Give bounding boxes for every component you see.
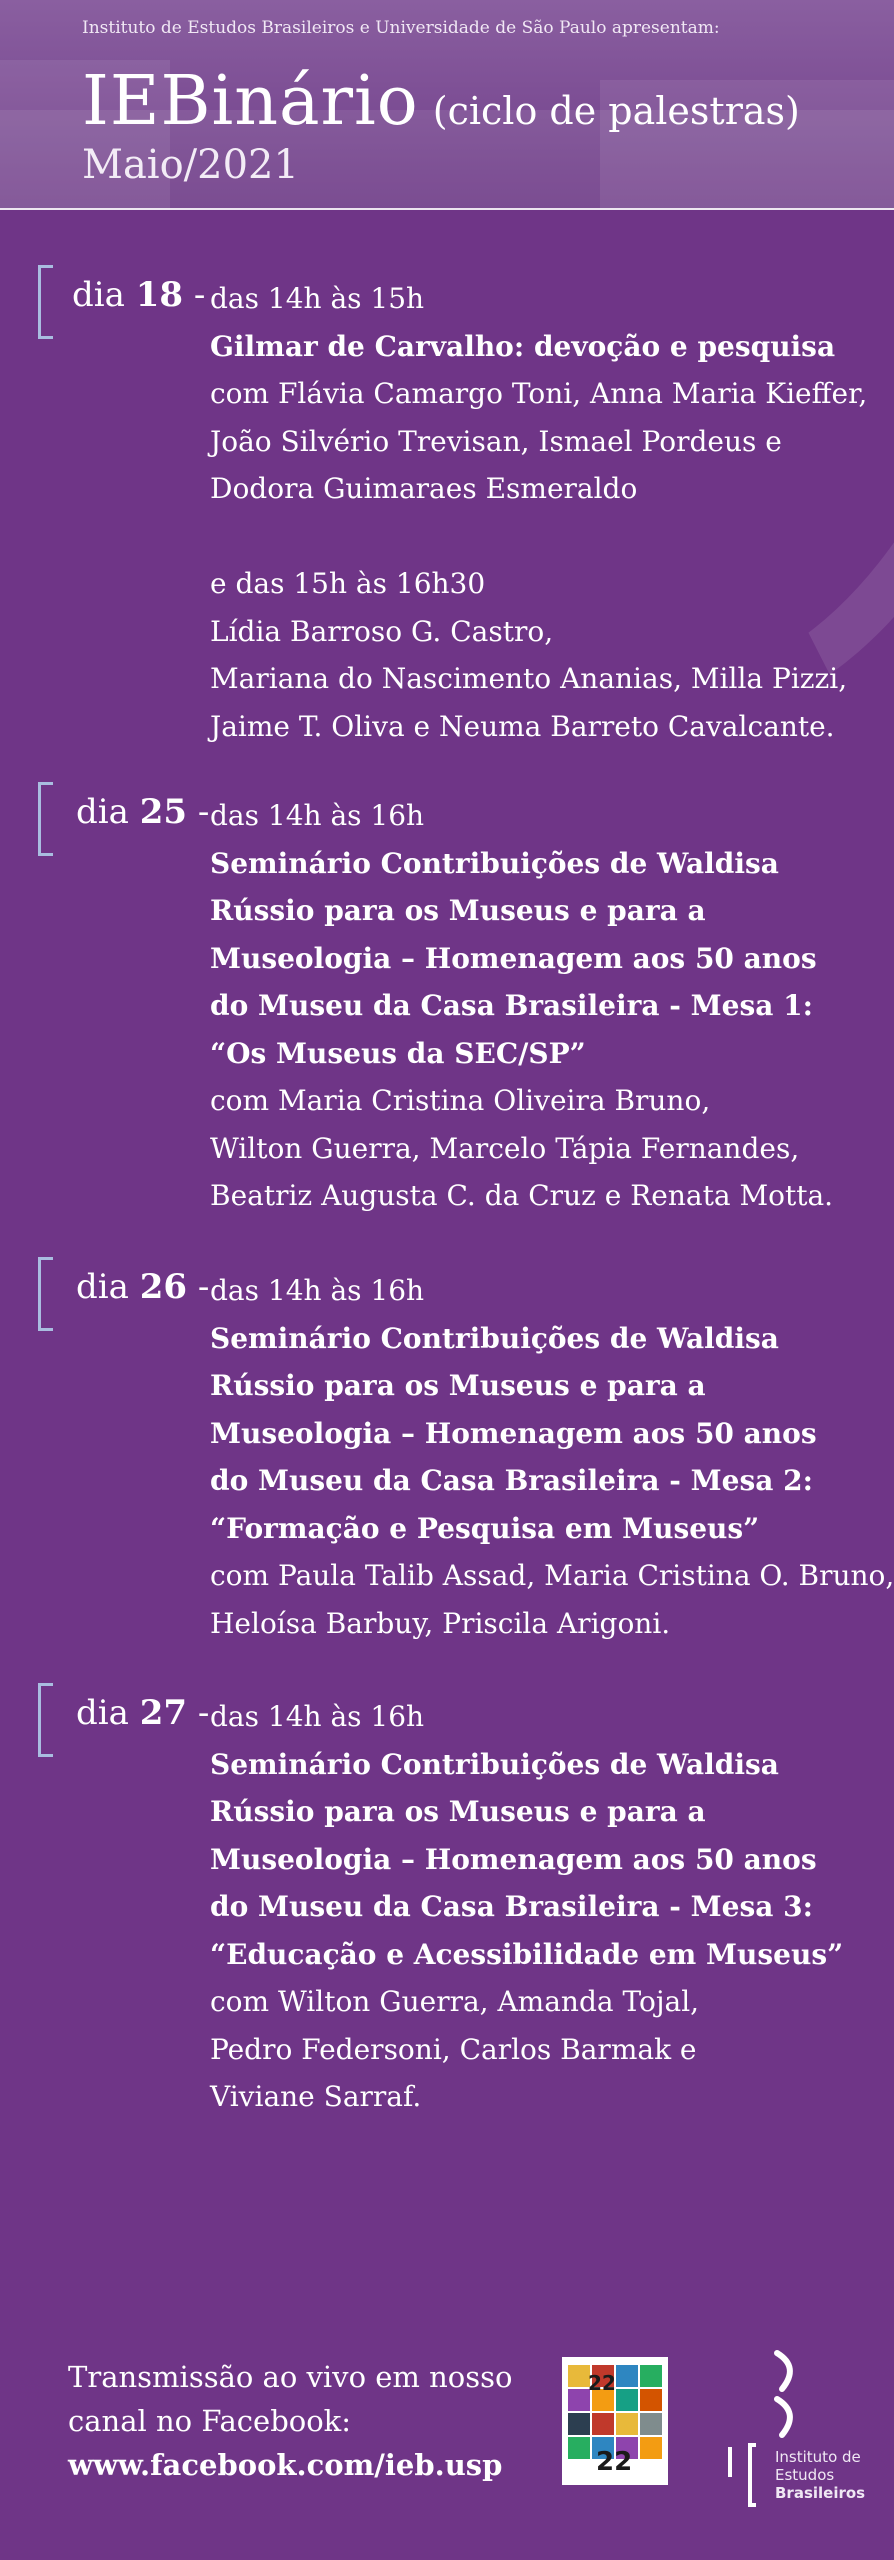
time-line: e das 15h às 16h30 (210, 567, 486, 600)
logo-number: 22 (588, 2371, 616, 2395)
event-title-line: Gilmar de Carvalho: devoção e pesquisa (210, 329, 836, 363)
day-separator: - (197, 1267, 210, 1307)
time-line: das 14h às 15h (210, 282, 425, 315)
footer-text (68, 2355, 513, 2487)
speakers-line: Viviane Sarraf. (210, 2080, 422, 2113)
time-line: das 14h às 16h (210, 1700, 425, 1733)
day-number: 25 (139, 792, 188, 832)
spacer-line (210, 513, 867, 561)
event-details (210, 275, 867, 750)
speakers-line: Lídia Barroso G. Castro, (210, 614, 554, 648)
time-line: das 14h às 16h (210, 799, 425, 832)
event-title-line: do Museu da Casa Brasileira - Mesa 1: (210, 989, 813, 1022)
ieb-logo-text (775, 2448, 865, 2502)
speakers-line: Beatriz Augusta C. da Cruz e Renata Motta. (210, 1179, 834, 1212)
event-title-line: “Os Museus da SEC/SP” (210, 1036, 586, 1070)
ieb-logo-line: Estudos (775, 2466, 835, 2484)
ieb-logo-line: Instituto de (775, 2448, 861, 2466)
speakers-line: com Flávia Camargo Toni, Anna Maria Kieffer, (210, 377, 868, 410)
intro-text: Instituto de Estudos Brasileiros e Universidade de São Paulo apresentam: (82, 18, 720, 38)
speakers-line: João Silvério Trevisan, Ismael Pordeus e (210, 424, 782, 458)
page-title: IEBinário (82, 62, 419, 141)
event-details (210, 1693, 843, 2121)
event-title-line: “Formação e Pesquisa em Museus” (210, 1511, 760, 1545)
speakers-line: Dodora Guimaraes Esmeraldo (210, 472, 638, 505)
bracket-mark (38, 782, 53, 856)
logo-number: 22 (596, 2447, 633, 2477)
event-details (210, 1267, 894, 1647)
day-prefix: dia (72, 275, 125, 315)
day-prefix: dia (76, 1693, 129, 1733)
event-title-line: Seminário Contribuições de Waldisa (210, 1321, 779, 1355)
event-title-line: Museologia – Homenagem aos 50 anos (210, 1416, 817, 1450)
day-prefix: dia (76, 792, 129, 832)
event-title-line: do Museu da Casa Brasileira - Mesa 2: (210, 1464, 813, 1497)
speakers-line: Mariana do Nascimento Ananias, Milla Pizzi, (210, 662, 848, 695)
facebook-link[interactable]: www.facebook.com/ieb.usp (68, 2448, 503, 2482)
event-title-line: Rússio para os Museus e para a (210, 894, 706, 927)
day-number: 27 (139, 1693, 188, 1733)
page-subtitle: (ciclo de palestras) (432, 89, 800, 133)
speakers-line: Pedro Federsoni, Carlos Barmak e (210, 2032, 697, 2066)
day-number: 26 (139, 1267, 188, 1307)
speakers-line: Jaime T. Oliva e Neuma Barreto Cavalcante. (210, 709, 835, 743)
header-divider (0, 208, 894, 210)
day-number: 18 (135, 275, 184, 315)
event-title-line: do Museu da Casa Brasileira - Mesa 3: (210, 1890, 813, 1923)
event-title-line: Seminário Contribuições de Waldisa (210, 1747, 779, 1781)
bracket-mark (38, 1257, 53, 1331)
title-row (82, 62, 800, 141)
speakers-line: Wilton Guerra, Marcelo Tápia Fernandes, (210, 1131, 800, 1165)
event-title-line: Museologia – Homenagem aos 50 anos (210, 941, 817, 975)
month-label: Maio/2021 (82, 142, 299, 188)
event-title-line: Rússio para os Museus e para a (210, 1795, 706, 1828)
bracket-mark (38, 265, 53, 339)
footer-line: canal no Facebook: (68, 2404, 352, 2438)
bracket-mark (38, 1683, 53, 1757)
day-heading (76, 1267, 209, 1307)
event-title-line: Rússio para os Museus e para a (210, 1369, 706, 1402)
day-separator: - (197, 792, 210, 832)
speakers-line: com Wilton Guerra, Amanda Tojal, (210, 1985, 700, 2018)
day-heading (76, 792, 209, 832)
day-prefix: dia (76, 1267, 129, 1307)
modernism-logo (562, 2357, 668, 2485)
speakers-line: Heloísa Barbuy, Priscila Arigoni. (210, 1606, 671, 1640)
event-details (210, 792, 833, 1220)
ieb-logo-line: Brasileiros (775, 2484, 866, 2502)
day-separator: - (193, 275, 206, 315)
event-title-line: “Educação e Acessibilidade em Museus” (210, 1937, 844, 1971)
speakers-line: com Paula Talib Assad, Maria Cristina O. Bruno, (210, 1559, 894, 1592)
speakers-line: com Maria Cristina Oliveira Bruno, (210, 1084, 711, 1117)
footer-line: Transmissão ao vivo em nosso (68, 2360, 513, 2394)
event-title-line: Museologia – Homenagem aos 50 anos (210, 1842, 817, 1876)
day-heading (72, 275, 205, 315)
day-separator: - (197, 1693, 210, 1733)
day-heading (76, 1693, 209, 1733)
time-line: das 14h às 16h (210, 1274, 425, 1307)
event-title-line: Seminário Contribuições de Waldisa (210, 846, 779, 880)
